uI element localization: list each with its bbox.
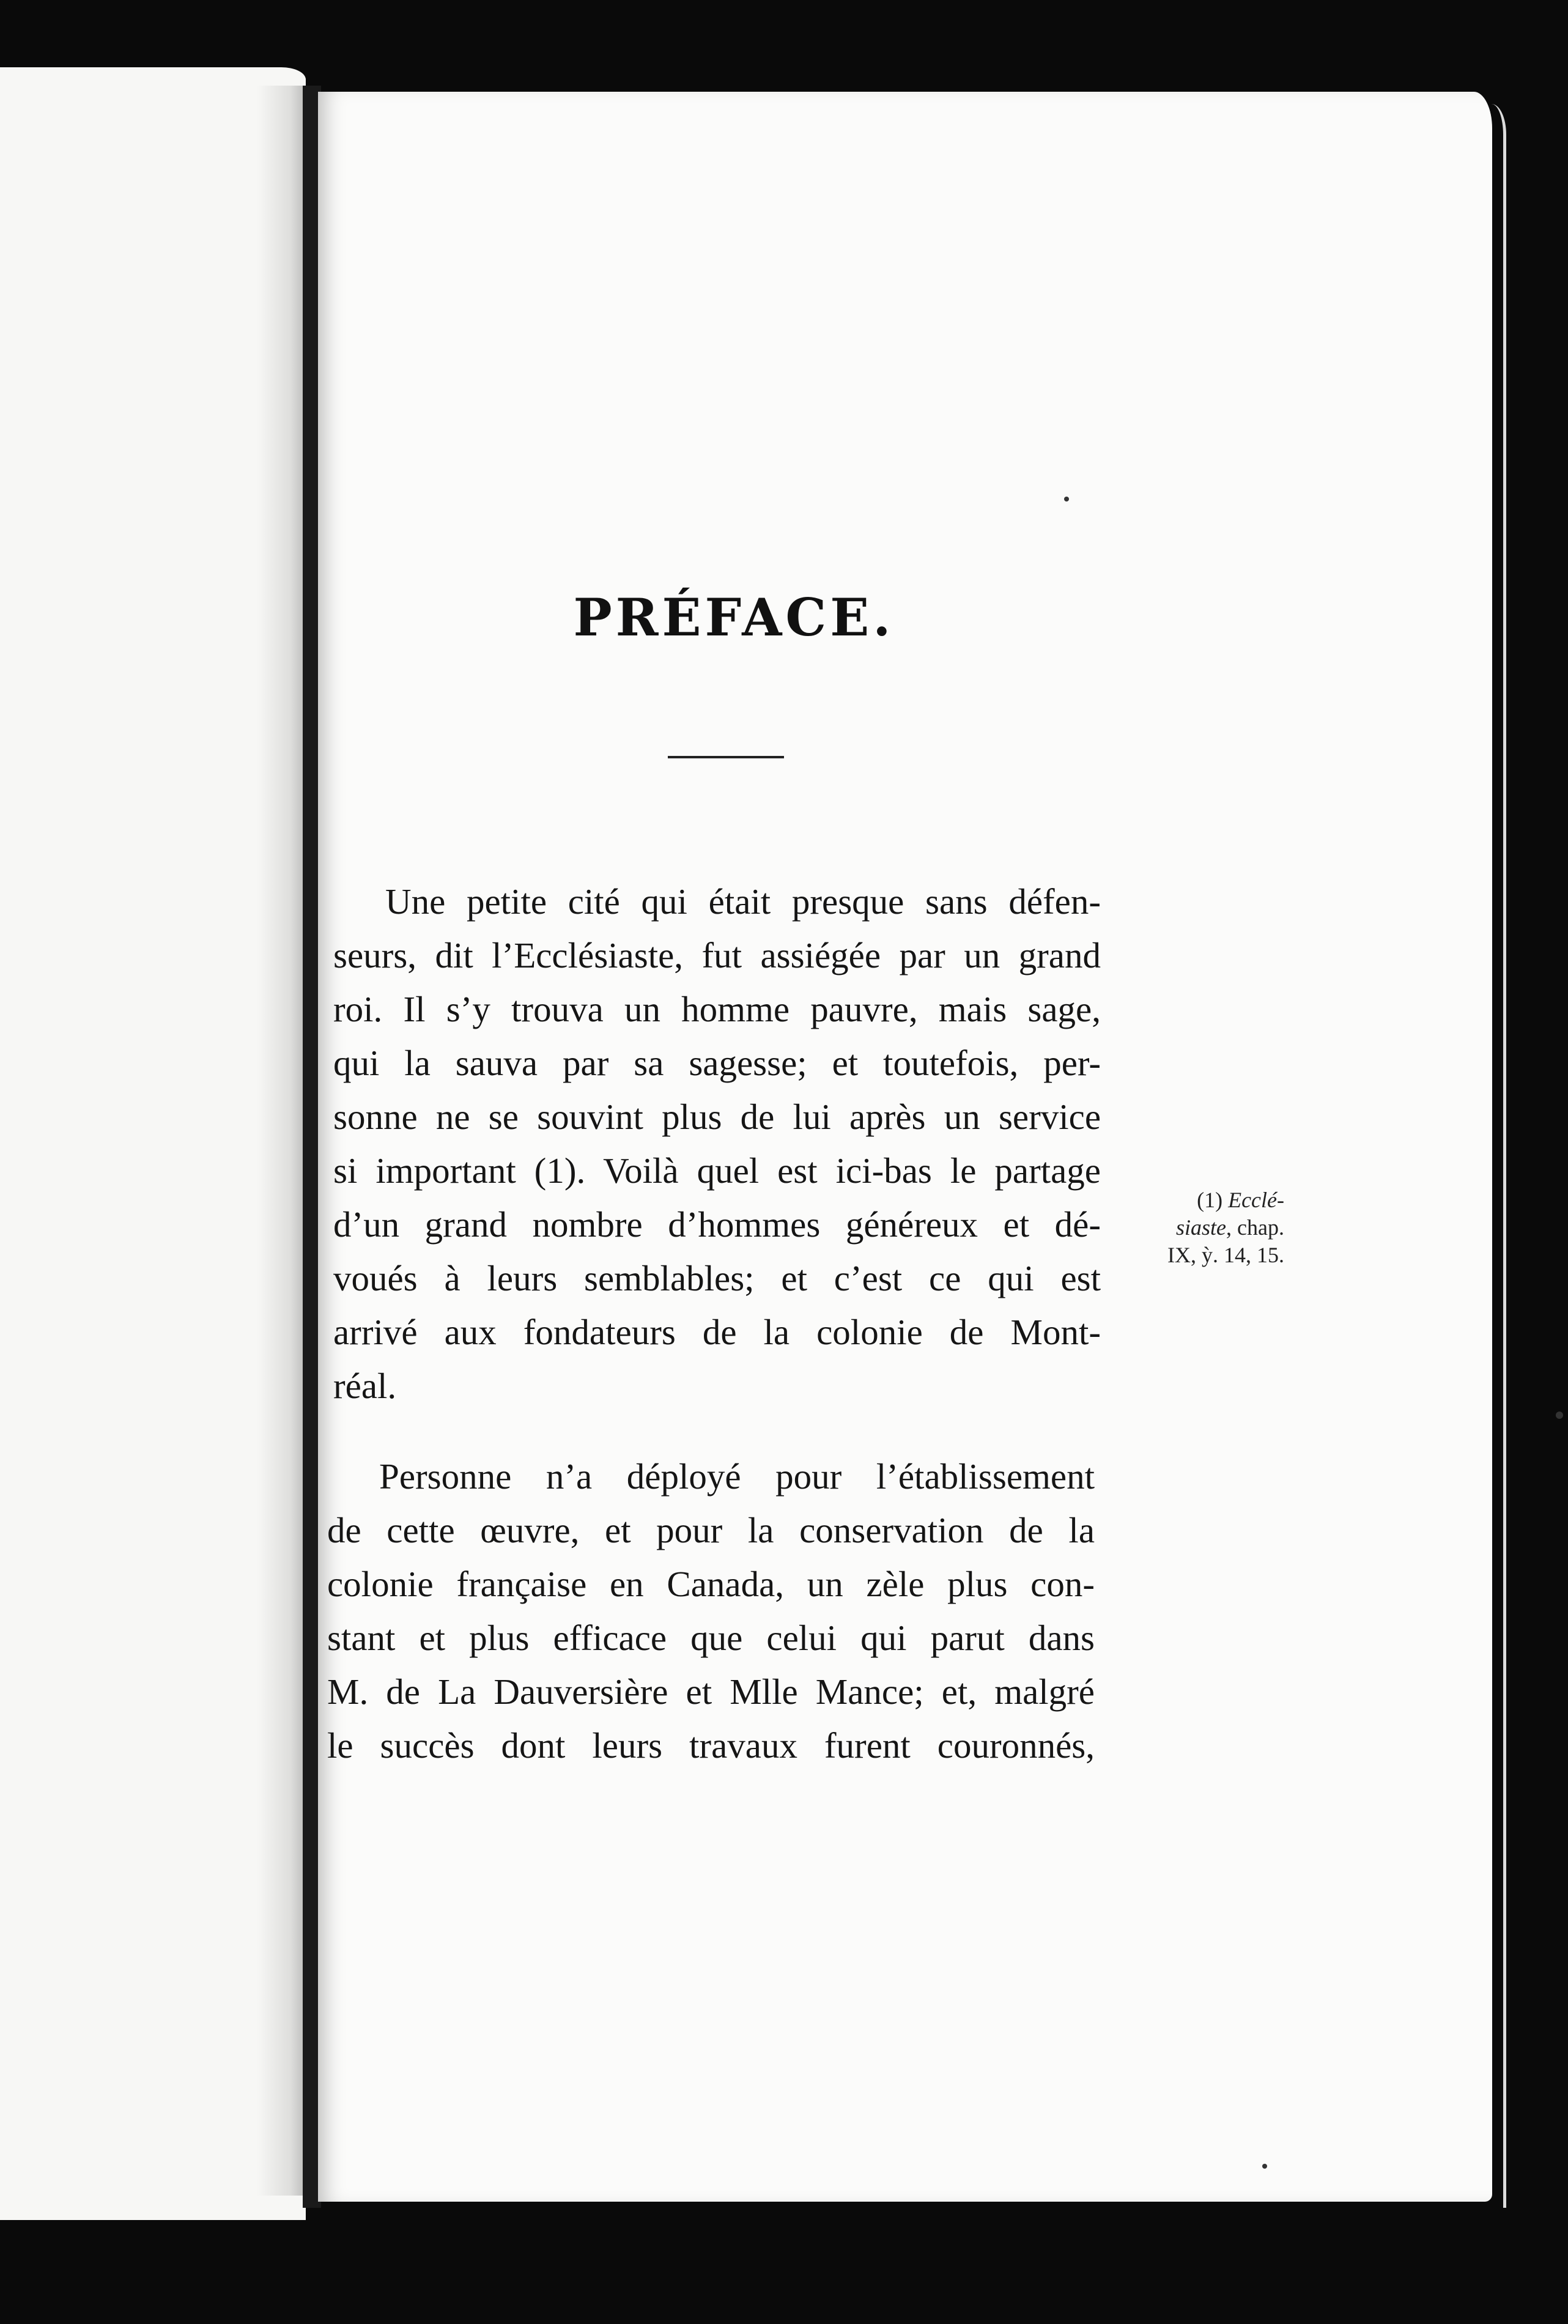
text-line: réal. [333, 1366, 397, 1406]
text-line: arrivé aux fondateurs de la colonie de Mont- [333, 1312, 1101, 1352]
text-line: seurs, dit l’Ecclésiaste, fut assiégée par un grand [333, 935, 1101, 975]
text-line: Personne n’a déployé pour l’établissement [379, 1456, 1095, 1497]
paragraph-1 [333, 875, 1101, 1413]
text-line: colonie française en Canada, un zèle plus con- [327, 1564, 1095, 1604]
text-line: roi. Il s’y trouva un homme pauvre, mais sage, [333, 989, 1101, 1029]
text-line: M. de La Dauversière et Mlle Mance; et, malgré [327, 1671, 1095, 1712]
text-line: d’un grand nombre d’hommes généreux et dé- [333, 1204, 1101, 1245]
footnote-text: , chap. [1226, 1215, 1284, 1240]
text-line: voués à leurs semblables; et c’est ce qui est [333, 1258, 1101, 1298]
text-line: de cette œuvre, et pour la conservation de la [327, 1510, 1095, 1550]
text-line: si important (1). Voilà quel est ici-bas le partage [333, 1150, 1101, 1191]
footnote-text: IX, ỳ. 14, 15. [1167, 1243, 1284, 1267]
page-edge [1466, 104, 1506, 2208]
scan-speck [1556, 1412, 1563, 1419]
title-rule [668, 756, 784, 758]
text-line: qui la sauva par sa sagesse; et toutefois, per- [333, 1043, 1101, 1083]
footnote-text: Ecclé- [1228, 1188, 1284, 1212]
footnote-marker: (1) [1197, 1188, 1223, 1212]
text-line: sonne ne se souvint plus de lui après un service [333, 1097, 1101, 1137]
text-line: stant et plus efficace que celui qui parut dans [327, 1618, 1095, 1658]
margin-footnote [1107, 1186, 1284, 1269]
text-line: le succès dont leurs travaux furent couronnés, [327, 1725, 1095, 1766]
scan-speck [1262, 2164, 1267, 2169]
footnote-text: siaste [1176, 1215, 1227, 1240]
text-line: Une petite cité qui était presque sans défen- [385, 881, 1101, 922]
page-title: PRÉFACE. [573, 587, 895, 648]
paragraph-2 [327, 1449, 1095, 1772]
scan-speck [1064, 497, 1069, 501]
